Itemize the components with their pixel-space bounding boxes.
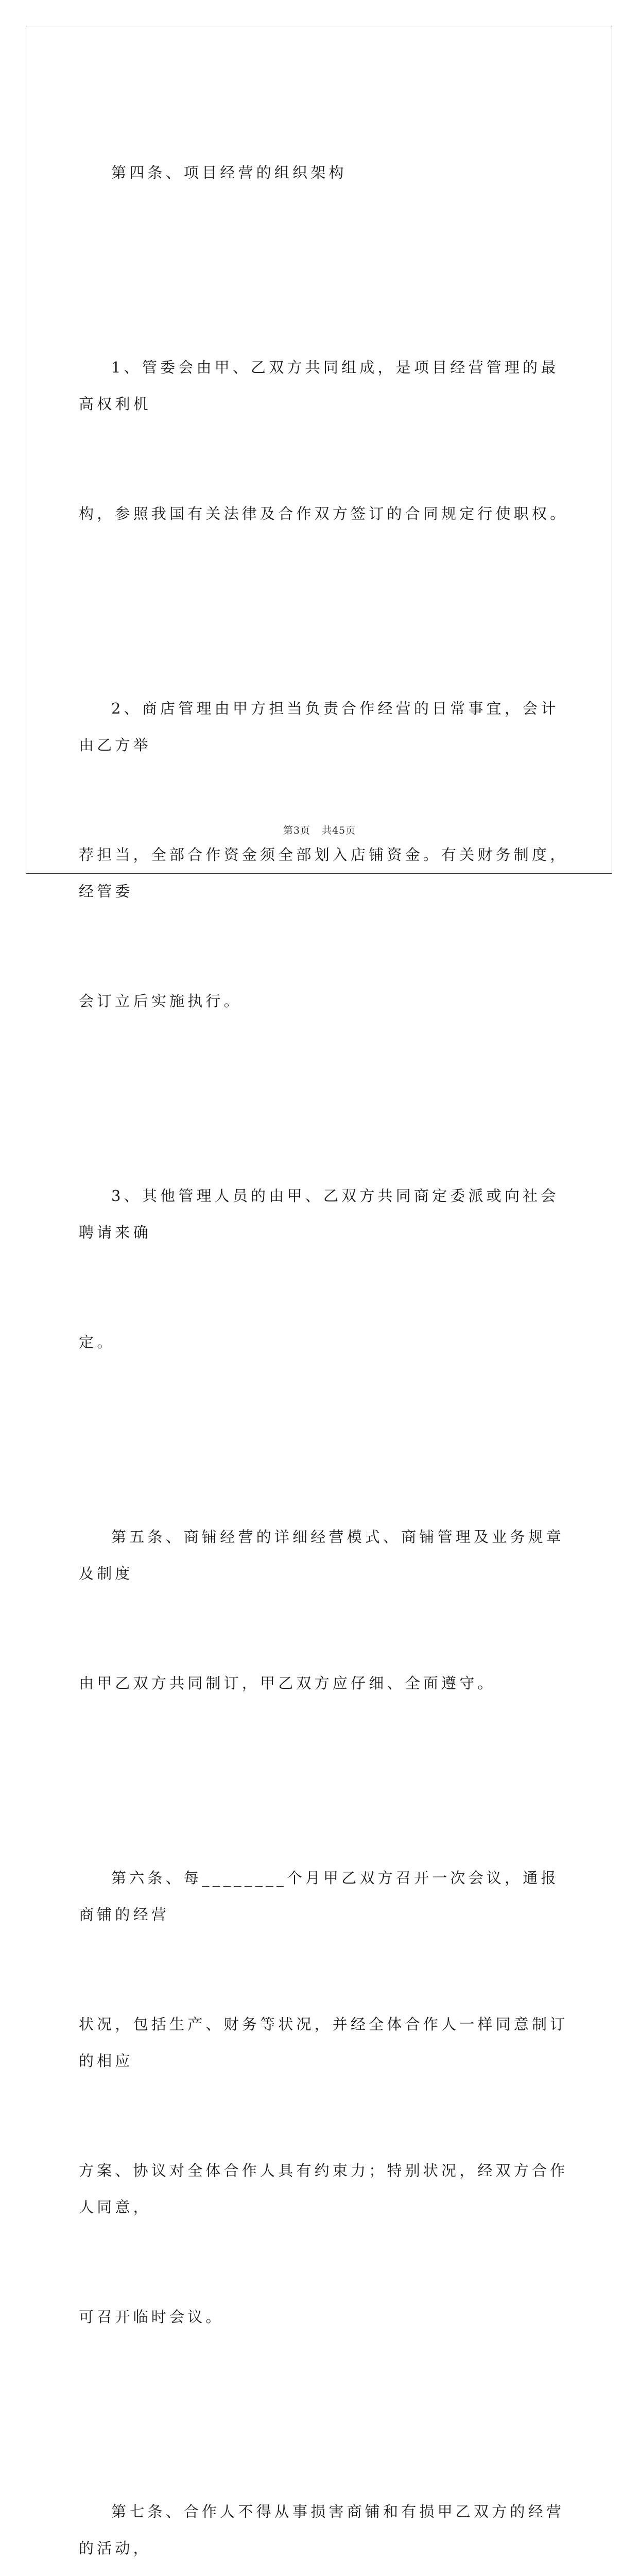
text-line: 方案、协议对全体合作人具有约束力；特别状况，经双方合作人同意， [79, 2162, 568, 2216]
paragraph-clause-3 [79, 1105, 573, 1434]
paragraph-article-4 [79, 81, 573, 264]
text-line: 第四条、项目经营的组织架构 [111, 164, 347, 181]
text-line: 荐担当，全部合作资金须全部划入店铺资金。有关财务制度，经管委 [79, 846, 568, 900]
page-number: 第3页 [283, 825, 310, 836]
text-line: 第六条、每________个月甲乙双方召开一次会议，通报商铺的经营 [79, 1869, 559, 1923]
paragraph-article-7 [79, 2420, 573, 2576]
paragraph-clause-1 [79, 276, 573, 605]
text-line: 3、其他管理人员的由甲、乙双方共同商定委派或向社会聘请来确 [79, 1187, 559, 1241]
page-footer [0, 823, 639, 837]
text-line: 1、管委会由甲、乙双方共同组成，是项目经营管理的最高权利机 [79, 359, 559, 413]
text-line: 会订立后实施执行。 [79, 992, 242, 1010]
text-line: 第五条、商铺经营的详细经营模式、商铺管理及业务规章及制度 [79, 1528, 565, 1582]
text-line: 定。 [79, 1333, 115, 1351]
text-line: 可召开临时会议。 [79, 2308, 224, 2326]
text-line: 构，参照我国有关法律及合作双方签订的合同规定行使职权。 [79, 505, 568, 522]
paragraph-article-5 [79, 1446, 573, 1775]
text-line: 第七条、合作人不得从事损害商铺和有损甲乙双方的经营的活动， [79, 2503, 565, 2557]
text-line: 由甲乙双方共同制订，甲乙双方应仔细、全面遵守。 [79, 1674, 496, 1692]
text-line: 状况，包括生产、财务等状况，并经全体合作人一样同意制订的相应 [79, 2015, 568, 2070]
page-total: 共45页 [321, 825, 356, 836]
text-line: 2、商店管理由甲方担当负责合作经营的日常事宜，会计由乙方举 [79, 700, 559, 754]
document-body [79, 81, 573, 2576]
paragraph-clause-2 [79, 617, 573, 1093]
paragraph-article-6 [79, 1787, 573, 2409]
